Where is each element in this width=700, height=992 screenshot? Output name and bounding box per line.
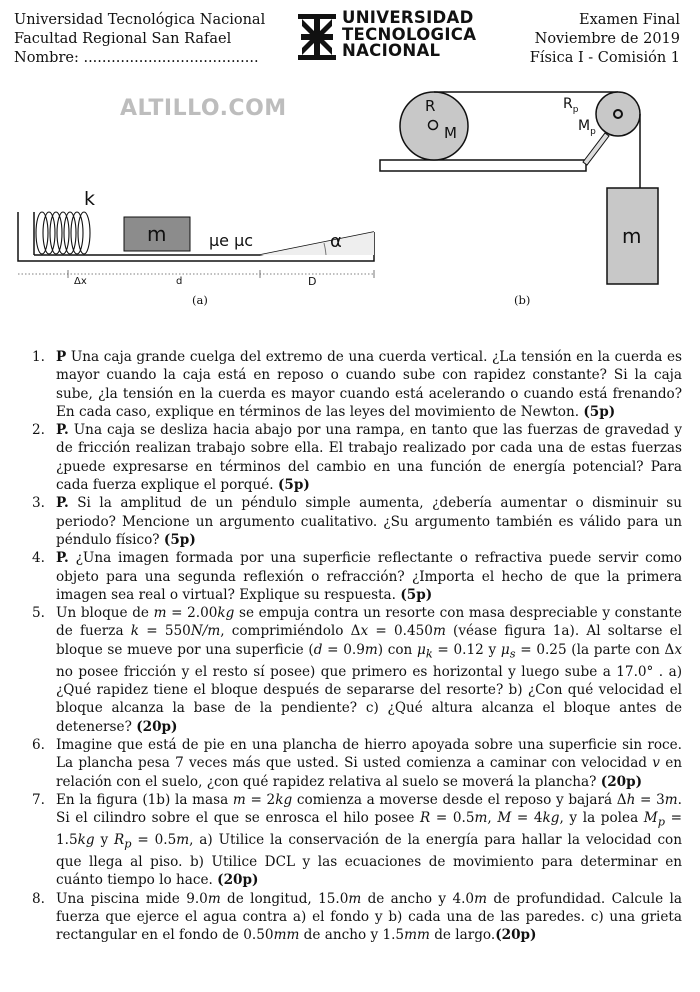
university-name: Universidad Tecnológica Nacional <box>14 12 266 28</box>
question-text: Un bloque de m = 2.00kg se empuja contra un resorte con masa despreciable y constante de fuerza k = 550N/m, comprimiéndolo Δx = 0.450m (véase figura 1a). Al soltarse el bloque se mueve por una superficie (d = 0.9m) con $\mu_k = 0.12$ y $\mu_s = 0.25$ (la parte con Δx no posee fricción y el resto sí posee) que primero es horizontal y luego sube a 17.0° . a) ¿Qué rapidez tiene el bloque después de separarse del resorte? b) ¿Con qué velocidad el bloque alcanza la base de la pendiente? c) ¿Qué altura alcanza el bloque antes de detenerse? (20p) <box>56 605 683 735</box>
question-list <box>28 348 682 945</box>
label-dx: Δx <box>74 276 87 287</box>
question-text: Una piscina mide 9.0m de longitud, 15.0m de ancho y 4.0m de profundidad. Calcule la fuerza que ejerce el agua contra a) el fondo y b) cada una de las paredes. c) una grieta rectangular en el fondo de 0.50mm de ancho y 1.5mm de largo.(20p) <box>56 890 682 944</box>
question-number: 3. <box>32 495 45 512</box>
pulley <box>596 92 640 136</box>
question-number: 6. <box>32 736 45 753</box>
student-name-field: Nombre: ...................................... <box>14 50 259 66</box>
watermark: ALTILLO.COM <box>120 96 287 121</box>
question-number: 8. <box>32 890 45 907</box>
utn-emblem-icon <box>298 14 336 60</box>
logo-text: UNIVERSIDAD TECNOLOGICA NACIONAL <box>342 8 477 60</box>
pulley-support <box>583 133 609 165</box>
question-number: 7. <box>32 791 45 808</box>
spring <box>36 212 90 254</box>
label-D: D <box>308 275 317 288</box>
question-item <box>28 549 682 604</box>
label-k: k <box>84 188 96 210</box>
label-alpha: α <box>330 231 342 252</box>
label-mu: μe μc <box>209 231 254 250</box>
question-item <box>28 494 682 549</box>
label-m-b: m <box>622 224 642 248</box>
question-text: P. Una caja se desliza hacia abajo por una rampa, en tanto que las fuerzas de gravedad y de fricción realizan trabajo sobre ella. El trabajo realizado por cada una de estas fuerzas ¿puede expresarse en términos del cambio en una función de energía potencial? Para cada fuerza explique el porqué. (5p) <box>56 422 682 494</box>
question-item <box>28 791 682 890</box>
question-text: Imagine que está de pie en una plancha de hierro apoyada sobre una superficie sin roce. La plancha pesa 7 veces más que usted. Si usted comienza a caminar con velocidad v en relación con el suelo, ¿con qué rapidez relativa al suelo se moverá la plancha? (20p) <box>56 736 683 790</box>
question-item <box>28 421 682 494</box>
question-text: P. ¿Una imagen formada por una superficie reflectante o refractiva puede servir como objeto para una segunda reflexión o refracción? ¿Importa el hecho de que la primera imagen sea real o virtual? Explique su respuesta. (5p) <box>56 550 682 603</box>
label-Rp: $R_p$ <box>563 96 579 115</box>
exam-date: Noviembre de 2019 <box>534 31 680 47</box>
course-name: Física I - Comisión 1 <box>529 50 680 66</box>
header-right <box>530 11 680 68</box>
label-R: R <box>425 97 436 115</box>
label-d: d <box>176 276 183 287</box>
question-number: 2. <box>32 422 45 439</box>
question-item <box>28 604 682 736</box>
figure-b <box>376 84 676 290</box>
caption-b: (b) <box>514 293 531 307</box>
question-number: 1. <box>32 349 45 365</box>
label-m-a: m <box>147 222 167 246</box>
faculty-name: Facultad Regional San Rafael <box>14 31 232 47</box>
exam-type: Examen Final <box>578 12 680 28</box>
figure-a <box>14 188 384 296</box>
question-number: 4. <box>32 550 45 567</box>
caption-a: (a) <box>192 293 208 307</box>
label-Mp: $M_p$ <box>578 118 596 137</box>
question-number: 5. <box>32 605 45 622</box>
label-M: M <box>444 124 457 142</box>
question-text: P. Si la amplitud de un péndulo simple aumenta, ¿debería aumentar o disminuir su periodo? Mencione un argumento cualitativo. ¿Su argumento también es válido para un péndulo físico? (5p) <box>56 495 682 548</box>
utn-logo <box>298 10 508 66</box>
table-top <box>380 160 586 171</box>
question-text: En la figura (1b) la masa m = 2kg comienza a moverse desde el reposo y bajará Δh = 3m. Si el cilindro sobre el que se enrosca el hilo posee R = 0.5m, M = 4kg, y la polea $M_p = 1.5kg$ y $R_p = 0.5m$, a) Utilice la conservación de la energía para hallar la velocidad con que llega al piso. b) Utilice DCL y las ecuaciones de movimiento para determinar en cuánto tiempo lo hace. (20p) <box>56 791 682 889</box>
question-text: P Una caja grande cuelga del extremo de una cuerda vertical. ¿La tensión en la cuerda es mayor cuando la caja está en reposo o cuando sube con rapidez constante? Si la caja sube, ¿la tensión en la cuerda es mayor cuando está acelerando o cuando está frenando? En cada caso, explique en términos de las leyes del movimiento de Newton. (5p) <box>56 349 682 420</box>
question-item <box>28 890 682 945</box>
header-left <box>14 11 265 68</box>
question-item <box>28 348 682 421</box>
question-item <box>28 736 682 791</box>
